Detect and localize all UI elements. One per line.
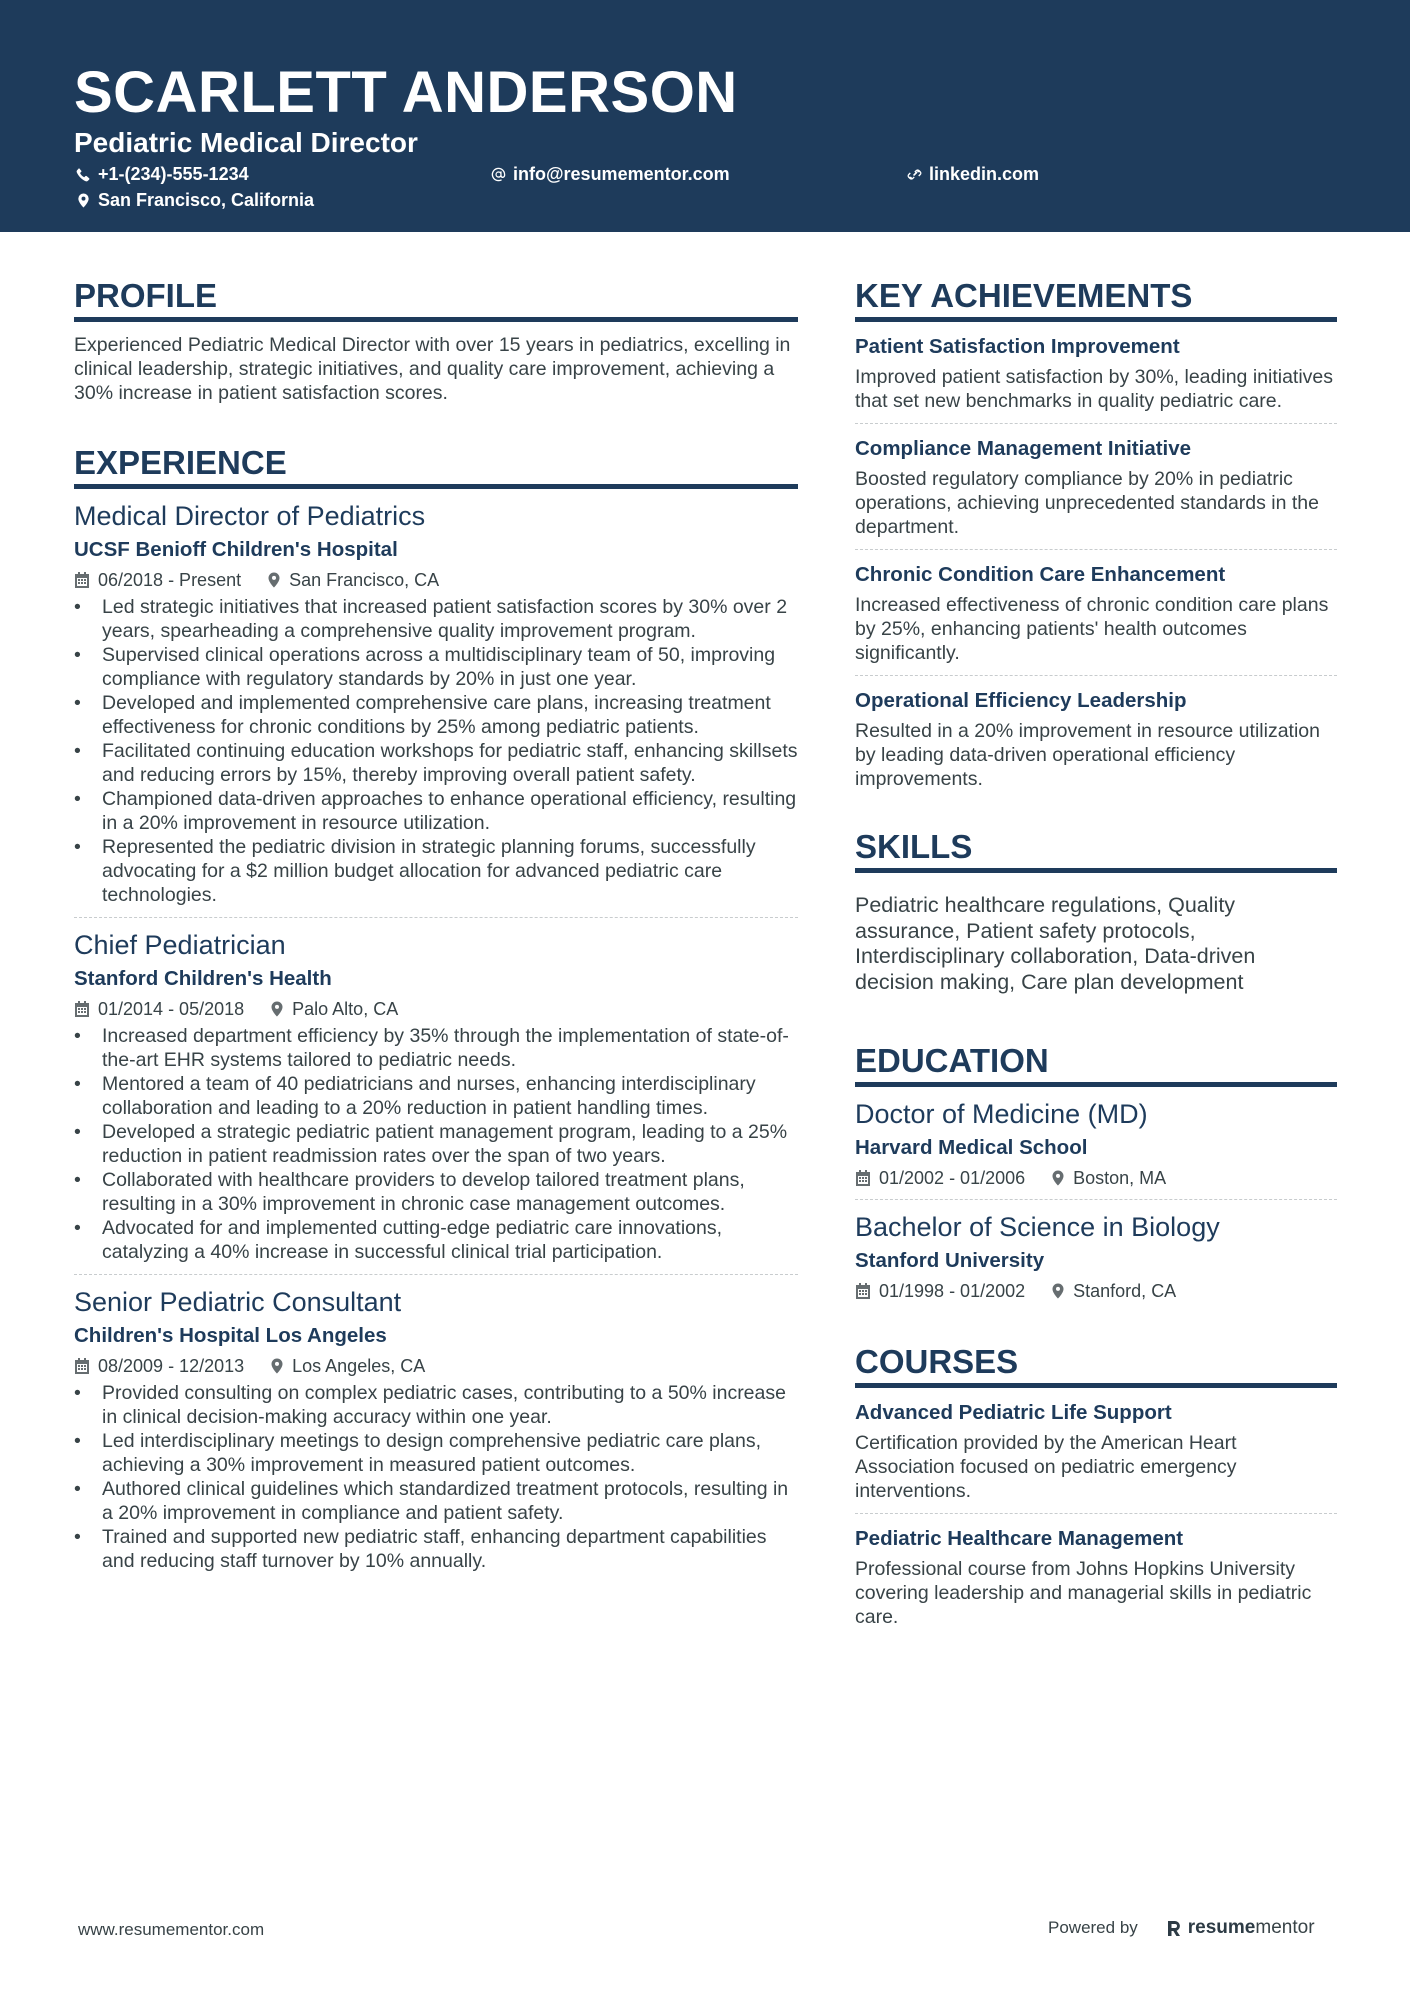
divider [74,917,798,918]
education-location: Stanford, CA [1073,1281,1177,1301]
brand-bold: resume [1187,1917,1256,1938]
job-company: Children's Hospital Los Angeles [74,1324,387,1347]
skills-heading: SKILLS [855,827,1337,873]
at-icon [491,167,506,182]
job-title: Senior Pediatric Consultant [74,1287,402,1317]
divider [74,1274,798,1275]
job-title: Medical Director of Pediatrics [74,501,426,531]
brand-logo[interactable] [1166,1917,1315,1939]
footer-powered [1048,1917,1315,1939]
bullet-item: • Trained and supported new pediatric staff, enhancing department capabilities and reducing staff turnover by 10% annually. [74,1525,798,1573]
achievement-title: Compliance Management Initiative [855,437,1192,460]
left-column [74,276,798,1573]
phone-icon [76,167,91,182]
job-meta [74,1355,798,1377]
job-entry [74,499,798,907]
achievements-heading: KEY ACHIEVEMENTS [855,276,1337,322]
bullet-item: • Mentored a team of 40 pediatricians and nurses, enhancing interdisciplinary collaboration and leading to a 20% reduction in patient handling times. [74,1072,798,1120]
achievement-title: Operational Efficiency Leadership [855,689,1187,712]
right-column [855,276,1337,1629]
contact-linkedin[interactable] [907,163,1039,185]
map-pin-icon [1051,1170,1065,1186]
job-location: Palo Alto, CA [292,999,399,1019]
job-entry [74,1285,798,1573]
map-pin-icon [270,1001,284,1017]
job-bullets [74,1381,798,1573]
job-dates: 06/2018 - Present [98,570,242,590]
calendar-icon [74,1001,90,1017]
education-degree: Bachelor of Science in Biology [855,1212,1220,1242]
bullet-item: • Developed a strategic pediatric patient management program, leading to a 25% reduction in patient readmission rates over the span of two years. [74,1120,798,1168]
bullet-item: • Led strategic initiatives that increased patient satisfaction scores by 30% over 2 years, spearheading a comprehensive quality improvement program. [74,595,798,643]
job-dates: 01/2014 - 05/2018 [98,999,245,1019]
link-icon [907,167,922,182]
brand-light: mentor [1255,1917,1315,1938]
education-meta [855,1280,1337,1302]
divider [855,549,1337,550]
map-pin-icon [76,193,91,208]
bullet-item: • Facilitated continuing education workshops for pediatric staff, enhancing skillsets and reducing errors by 15%, thereby improving overall patient safety. [74,739,798,787]
bullet-item: • Championed data-driven approaches to enhance operational efficiency, resulting in a 20% improvement in resource utilization. [74,787,798,835]
achievement-title: Chronic Condition Care Enhancement [855,563,1226,586]
education-item [855,1097,1337,1189]
divider [855,675,1337,676]
calendar-icon [855,1283,871,1299]
job-company: Stanford Children's Health [74,967,332,990]
bullet-item: • Supervised clinical operations across a multidisciplinary team of 50, improving compliance with regulatory standards by 20% in just one year. [74,643,798,691]
achievement-desc: Increased effectiveness of chronic condition care plans by 25%, enhancing patients' health outcomes significantly. [855,594,1329,664]
job-meta [74,998,798,1020]
calendar-icon [74,572,90,588]
contact-phone[interactable] [76,163,249,185]
contact-location [76,189,314,211]
job-location: Los Angeles, CA [292,1356,426,1376]
map-pin-icon [1051,1283,1065,1299]
education-item [855,1210,1337,1302]
calendar-icon [855,1170,871,1186]
profile-heading: PROFILE [74,276,798,322]
education-school: Harvard Medical School [855,1136,1088,1159]
location-text: San Francisco, California [98,190,315,210]
bullet-item: • Led interdisciplinary meetings to design comprehensive pediatric care plans, achieving a 30% improvement in measured patient outcomes. [74,1429,798,1477]
calendar-icon [74,1358,90,1374]
achievement-title: Patient Satisfaction Improvement [855,335,1180,358]
achievement-desc: Boosted regulatory compliance by 20% in pediatric operations, achieving unprecedented standards in the department. [855,468,1319,538]
job-entry [74,928,798,1264]
education-dates: 01/1998 - 01/2002 [879,1281,1026,1301]
courses-heading: COURSES [855,1342,1337,1388]
course-item [855,1526,1337,1629]
phone-text: +1-(234)-555-1234 [98,164,249,184]
powered-by-label: Powered by [1048,1918,1138,1937]
resumementor-logo-icon [1166,1919,1182,1937]
bullet-item: • Provided consulting on complex pediatric cases, contributing to a 50% increase in clinical decision-making accuracy within one year. [74,1381,798,1429]
course-title: Pediatric Healthcare Management [855,1527,1184,1550]
candidate-role: Pediatric Medical Director [74,127,418,158]
contact-email[interactable] [491,163,730,185]
map-pin-icon [267,572,281,588]
map-pin-icon [270,1358,284,1374]
job-bullets [74,1024,798,1264]
job-meta [74,569,798,591]
divider [855,423,1337,424]
job-dates: 08/2009 - 12/2013 [98,1356,245,1376]
achievement-item [855,334,1337,413]
bullet-item: • Advocated for and implemented cutting-edge pediatric care innovations, catalyzing a 40% increase in successful clinical trial participation. [74,1216,798,1264]
divider [855,1513,1337,1514]
bullet-item: • Collaborated with healthcare providers to develop tailored treatment plans, resulting in a 30% improvement in chronic case management outcomes. [74,1168,798,1216]
achievement-item [855,688,1337,791]
email-text: info@resumementor.com [513,164,730,184]
course-item [855,1400,1337,1503]
achievement-desc: Resulted in a 20% improvement in resource utilization by leading data-driven operational efficiency improvements. [855,720,1320,790]
linkedin-text: linkedin.com [929,164,1040,184]
job-company: UCSF Benioff Children's Hospital [74,538,398,561]
education-heading: EDUCATION [855,1041,1337,1087]
course-desc: Professional course from Johns Hopkins University covering leadership and managerial skills in pediatric care. [855,1558,1312,1628]
profile-text: Experienced Pediatric Medical Director with over 15 years in pediatrics, excelling in clinical leadership, strategic initiatives, and quality care improvement, achieving a 30% increase in patient satisfaction scores. [74,334,791,404]
bullet-item: • Developed and implemented comprehensive care plans, increasing treatment effectiveness for chronic conditions by 25% among pediatric patients. [74,691,798,739]
course-title: Advanced Pediatric Life Support [855,1401,1172,1424]
job-bullets [74,595,798,907]
job-location: San Francisco, CA [289,570,440,590]
job-title: Chief Pediatrician [74,930,286,960]
header [0,0,1410,232]
education-degree: Doctor of Medicine (MD) [855,1099,1148,1129]
course-desc: Certification provided by the American Heart Association focused on pediatric emergency interventions. [855,1432,1237,1502]
bullet-item: • Authored clinical guidelines which standardized treatment protocols, resulting in a 20% improvement in compliance and patient safety. [74,1477,798,1525]
bullet-item: • Increased department efficiency by 35% through the implementation of state-of-the-art EHR systems tailored to pediatric needs. [74,1024,798,1072]
education-location: Boston, MA [1073,1168,1167,1188]
experience-heading: EXPERIENCE [74,443,798,489]
achievement-item [855,436,1337,539]
education-dates: 01/2002 - 01/2006 [879,1168,1026,1188]
bullet-item: • Represented the pediatric division in strategic planning forums, successfully advocating for a $2 million budget allocation for advanced pediatric care technologies. [74,835,798,907]
candidate-name: SCARLETT ANDERSON [74,60,738,125]
footer-website[interactable]: www.resumementor.com [78,1920,265,1939]
divider [855,1199,1337,1200]
education-meta [855,1167,1337,1189]
skills-text: Pediatric healthcare regulations, Quality assurance, Patient safety protocols, Interdisciplinary collaboration, Data-driven decision making, Care plan development [855,893,1256,994]
achievement-item [855,562,1337,665]
education-school: Stanford University [855,1249,1045,1272]
achievement-desc: Improved patient satisfaction by 30%, leading initiatives that set new benchmarks in quality pediatric care. [855,366,1334,412]
